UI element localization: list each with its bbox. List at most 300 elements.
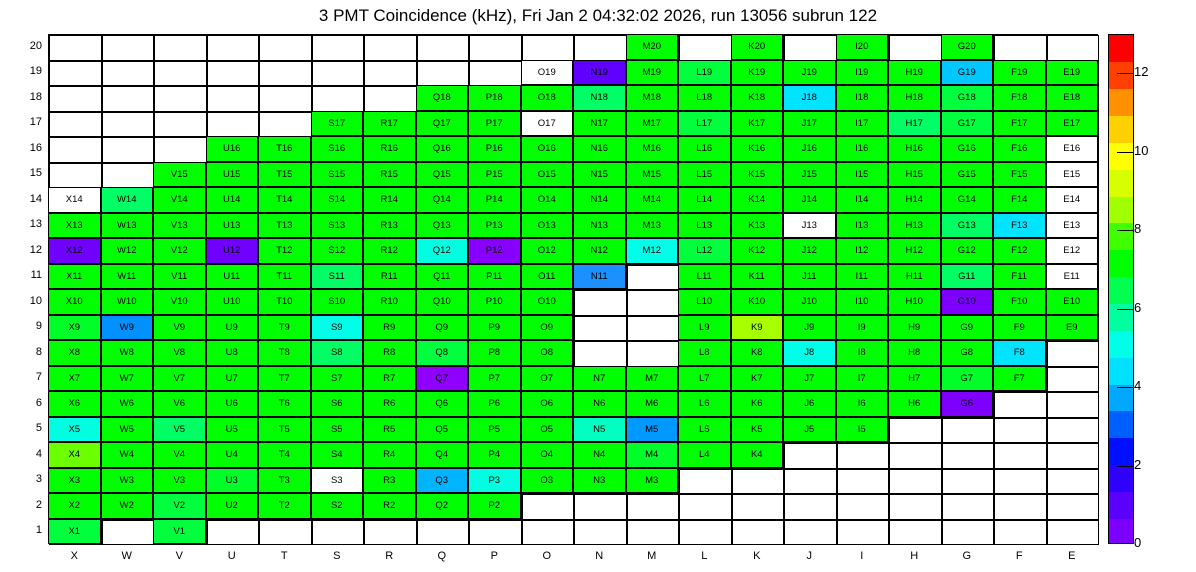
heatmap-cell[interactable]: N17 (573, 111, 626, 137)
heatmap-cell[interactable]: W2 (101, 493, 154, 519)
heatmap-cell[interactable]: U2 (206, 493, 259, 519)
heatmap-cell[interactable]: W7 (101, 366, 154, 392)
heatmap-cell[interactable]: U5 (206, 417, 259, 443)
heatmap-cell[interactable]: Q4 (416, 442, 469, 468)
heatmap-cell[interactable]: F16 (993, 136, 1046, 162)
heatmap-cell[interactable]: J7 (783, 366, 836, 392)
heatmap-cell[interactable]: O16 (521, 136, 574, 162)
heatmap-cell[interactable]: O19 (521, 60, 574, 86)
heatmap-cell[interactable]: E15 (1046, 162, 1099, 188)
heatmap-cell[interactable]: R14 (363, 187, 416, 213)
heatmap-cell[interactable]: K14 (731, 187, 784, 213)
heatmap-cell[interactable]: U10 (206, 289, 259, 315)
heatmap-cell[interactable]: J14 (783, 187, 836, 213)
heatmap-cell[interactable]: U9 (206, 315, 259, 341)
heatmap-cell[interactable]: E9 (1046, 315, 1099, 341)
heatmap-cell[interactable]: J10 (783, 289, 836, 315)
heatmap-cell[interactable]: Q2 (416, 493, 469, 519)
heatmap-cell[interactable]: E13 (1046, 213, 1099, 239)
heatmap-cell[interactable]: N7 (573, 366, 626, 392)
heatmap-cell[interactable]: P14 (468, 187, 521, 213)
heatmap-cell[interactable]: P9 (468, 315, 521, 341)
heatmap-cell[interactable]: G17 (941, 111, 994, 137)
heatmap-cell[interactable]: R15 (363, 162, 416, 188)
heatmap-cell[interactable]: N13 (573, 213, 626, 239)
heatmap-cell[interactable]: M12 (626, 238, 679, 264)
heatmap-cell[interactable]: F9 (993, 315, 1046, 341)
heatmap-cell[interactable]: H11 (888, 264, 941, 290)
heatmap-cell[interactable]: K5 (731, 417, 784, 443)
heatmap-cell[interactable]: S14 (311, 187, 364, 213)
heatmap-cell[interactable]: U15 (206, 162, 259, 188)
heatmap-cell[interactable]: K11 (731, 264, 784, 290)
heatmap-cell[interactable]: L7 (678, 366, 731, 392)
heatmap-cell[interactable]: V11 (153, 264, 206, 290)
heatmap-cell[interactable]: P11 (468, 264, 521, 290)
heatmap-cell[interactable]: N11 (573, 264, 626, 290)
heatmap-cell[interactable]: S4 (311, 442, 364, 468)
heatmap-cell[interactable]: P15 (468, 162, 521, 188)
heatmap-cell[interactable]: T8 (258, 340, 311, 366)
heatmap-cell[interactable]: Q9 (416, 315, 469, 341)
heatmap-cell[interactable]: M16 (626, 136, 679, 162)
heatmap-cell[interactable]: Q7 (416, 366, 469, 392)
heatmap-cell[interactable]: Q13 (416, 213, 469, 239)
heatmap-cell[interactable]: U8 (206, 340, 259, 366)
heatmap-cell[interactable]: U6 (206, 391, 259, 417)
heatmap-cell[interactable]: M13 (626, 213, 679, 239)
heatmap-cell[interactable]: L11 (678, 264, 731, 290)
heatmap-cell[interactable]: V4 (153, 442, 206, 468)
heatmap-cell[interactable]: H8 (888, 340, 941, 366)
heatmap-cell[interactable]: Q5 (416, 417, 469, 443)
heatmap-cell[interactable]: J12 (783, 238, 836, 264)
heatmap-cell[interactable]: J13 (783, 213, 836, 239)
heatmap-cell[interactable]: T13 (258, 213, 311, 239)
heatmap-cell[interactable]: L4 (678, 442, 731, 468)
heatmap-cell[interactable]: R6 (363, 391, 416, 417)
heatmap-cell[interactable]: H10 (888, 289, 941, 315)
heatmap-cell[interactable]: L18 (678, 85, 731, 111)
heatmap-cell[interactable]: K15 (731, 162, 784, 188)
heatmap-cell[interactable]: I5 (836, 417, 889, 443)
heatmap-cell[interactable]: S7 (311, 366, 364, 392)
heatmap-cell[interactable]: K13 (731, 213, 784, 239)
heatmap-cell[interactable]: P18 (468, 85, 521, 111)
heatmap-cell[interactable]: G16 (941, 136, 994, 162)
heatmap-cell[interactable]: O18 (521, 85, 574, 111)
heatmap-cell[interactable]: X11 (48, 264, 101, 290)
heatmap-cell[interactable]: I12 (836, 238, 889, 264)
heatmap-cell[interactable]: U16 (206, 136, 259, 162)
heatmap-cell[interactable]: S11 (311, 264, 364, 290)
heatmap-cell[interactable]: S6 (311, 391, 364, 417)
heatmap-cell[interactable]: V3 (153, 468, 206, 494)
heatmap-cell[interactable]: Q11 (416, 264, 469, 290)
heatmap-cell[interactable]: S17 (311, 111, 364, 137)
heatmap-cell[interactable]: O5 (521, 417, 574, 443)
heatmap-cell[interactable]: T14 (258, 187, 311, 213)
heatmap-cell[interactable]: H19 (888, 60, 941, 86)
heatmap-cell[interactable]: U11 (206, 264, 259, 290)
heatmap-cell[interactable]: V10 (153, 289, 206, 315)
heatmap-cell[interactable]: J15 (783, 162, 836, 188)
heatmap-cell[interactable]: R12 (363, 238, 416, 264)
heatmap-cell[interactable]: T3 (258, 468, 311, 494)
heatmap-cell[interactable]: O11 (521, 264, 574, 290)
heatmap-cell[interactable]: O12 (521, 238, 574, 264)
heatmap-cell[interactable]: V15 (153, 162, 206, 188)
heatmap-cell[interactable]: F15 (993, 162, 1046, 188)
heatmap-cell[interactable]: I13 (836, 213, 889, 239)
heatmap-cell[interactable]: M14 (626, 187, 679, 213)
heatmap-cell[interactable]: X5 (48, 417, 101, 443)
heatmap-cell[interactable]: R2 (363, 493, 416, 519)
heatmap-cell[interactable]: G18 (941, 85, 994, 111)
heatmap-cell[interactable]: O4 (521, 442, 574, 468)
heatmap-cell[interactable]: I14 (836, 187, 889, 213)
heatmap-cell[interactable]: H18 (888, 85, 941, 111)
heatmap-cell[interactable]: G10 (941, 289, 994, 315)
heatmap-cell[interactable]: T2 (258, 493, 311, 519)
heatmap-cell[interactable]: W3 (101, 468, 154, 494)
heatmap-cell[interactable]: S3 (311, 468, 364, 494)
heatmap-cell[interactable]: H14 (888, 187, 941, 213)
heatmap-cell[interactable]: L13 (678, 213, 731, 239)
heatmap-cell[interactable]: P10 (468, 289, 521, 315)
heatmap-cell[interactable]: N3 (573, 468, 626, 494)
heatmap-cell[interactable]: W5 (101, 417, 154, 443)
heatmap-cell[interactable]: P7 (468, 366, 521, 392)
heatmap-cell[interactable]: I10 (836, 289, 889, 315)
heatmap-cell[interactable]: K20 (731, 34, 784, 60)
heatmap-cell[interactable]: U3 (206, 468, 259, 494)
heatmap-cell[interactable]: R17 (363, 111, 416, 137)
heatmap-cell[interactable]: J19 (783, 60, 836, 86)
heatmap-cell[interactable]: P13 (468, 213, 521, 239)
heatmap-cell[interactable]: V13 (153, 213, 206, 239)
heatmap-cell[interactable]: I7 (836, 366, 889, 392)
heatmap-cell[interactable]: Q8 (416, 340, 469, 366)
heatmap-cell[interactable]: N18 (573, 85, 626, 111)
heatmap-cell[interactable]: P8 (468, 340, 521, 366)
heatmap-cell[interactable]: I19 (836, 60, 889, 86)
heatmap-cell[interactable]: G8 (941, 340, 994, 366)
heatmap-cell[interactable]: W11 (101, 264, 154, 290)
heatmap-cell[interactable]: J18 (783, 85, 836, 111)
heatmap-cell[interactable]: R5 (363, 417, 416, 443)
heatmap-cell[interactable]: P3 (468, 468, 521, 494)
heatmap-cell[interactable]: M6 (626, 391, 679, 417)
heatmap-cell[interactable]: K16 (731, 136, 784, 162)
heatmap-cell[interactable]: W8 (101, 340, 154, 366)
heatmap-cell[interactable]: G7 (941, 366, 994, 392)
heatmap-cell[interactable]: I20 (836, 34, 889, 60)
heatmap-cell[interactable]: F12 (993, 238, 1046, 264)
heatmap-cell[interactable]: R16 (363, 136, 416, 162)
heatmap-cell[interactable]: P6 (468, 391, 521, 417)
heatmap-cell[interactable]: K7 (731, 366, 784, 392)
heatmap-cell[interactable]: P4 (468, 442, 521, 468)
heatmap-cell[interactable]: R4 (363, 442, 416, 468)
heatmap-cell[interactable]: X12 (48, 238, 101, 264)
heatmap-cell[interactable]: M3 (626, 468, 679, 494)
heatmap-cell[interactable]: R8 (363, 340, 416, 366)
heatmap-cell[interactable]: T12 (258, 238, 311, 264)
heatmap-cell[interactable]: S12 (311, 238, 364, 264)
heatmap-cell[interactable]: S5 (311, 417, 364, 443)
heatmap-cell[interactable]: J16 (783, 136, 836, 162)
heatmap-cell[interactable]: K12 (731, 238, 784, 264)
heatmap-cell[interactable]: F17 (993, 111, 1046, 137)
heatmap-cell[interactable]: L15 (678, 162, 731, 188)
heatmap-cell[interactable]: F19 (993, 60, 1046, 86)
heatmap-cell[interactable]: G11 (941, 264, 994, 290)
heatmap-cell[interactable]: E19 (1046, 60, 1099, 86)
heatmap-cell[interactable]: E11 (1046, 264, 1099, 290)
heatmap-cell[interactable]: L17 (678, 111, 731, 137)
heatmap-cell[interactable]: H9 (888, 315, 941, 341)
heatmap-cell[interactable]: I16 (836, 136, 889, 162)
heatmap-cell[interactable]: P16 (468, 136, 521, 162)
heatmap-cell[interactable]: H15 (888, 162, 941, 188)
heatmap-cell[interactable]: L10 (678, 289, 731, 315)
heatmap-cell[interactable]: Q10 (416, 289, 469, 315)
heatmap-cell[interactable]: X14 (48, 187, 101, 213)
heatmap-cell[interactable]: M5 (626, 417, 679, 443)
heatmap-cell[interactable]: F18 (993, 85, 1046, 111)
heatmap-cell[interactable]: L12 (678, 238, 731, 264)
heatmap-cell[interactable]: F8 (993, 340, 1046, 366)
heatmap-cell[interactable]: K10 (731, 289, 784, 315)
heatmap-cell[interactable]: V14 (153, 187, 206, 213)
heatmap-cell[interactable]: T15 (258, 162, 311, 188)
heatmap-cell[interactable]: M20 (626, 34, 679, 60)
heatmap-cell[interactable]: P5 (468, 417, 521, 443)
heatmap-cell[interactable]: P12 (468, 238, 521, 264)
heatmap-cell[interactable]: W10 (101, 289, 154, 315)
heatmap-cell[interactable]: S16 (311, 136, 364, 162)
heatmap-cell[interactable]: T5 (258, 417, 311, 443)
heatmap-cell[interactable]: W13 (101, 213, 154, 239)
heatmap-cell[interactable]: N4 (573, 442, 626, 468)
heatmap-cell[interactable]: H7 (888, 366, 941, 392)
heatmap-cell[interactable]: E17 (1046, 111, 1099, 137)
heatmap-cell[interactable]: X2 (48, 493, 101, 519)
heatmap-cell[interactable]: U14 (206, 187, 259, 213)
heatmap-cell[interactable]: K17 (731, 111, 784, 137)
heatmap-cell[interactable]: Q15 (416, 162, 469, 188)
heatmap-cell[interactable]: O15 (521, 162, 574, 188)
heatmap-cell[interactable]: X1 (48, 519, 101, 545)
heatmap-cell[interactable]: P2 (468, 493, 521, 519)
heatmap-cell[interactable]: T10 (258, 289, 311, 315)
heatmap-cell[interactable]: R9 (363, 315, 416, 341)
heatmap-cell[interactable]: E18 (1046, 85, 1099, 111)
heatmap-cell[interactable]: N6 (573, 391, 626, 417)
heatmap-cell[interactable]: M18 (626, 85, 679, 111)
heatmap-cell[interactable]: M15 (626, 162, 679, 188)
heatmap-cell[interactable]: I17 (836, 111, 889, 137)
heatmap-cell[interactable]: T4 (258, 442, 311, 468)
heatmap-cell[interactable]: N12 (573, 238, 626, 264)
heatmap-cell[interactable]: G6 (941, 391, 994, 417)
heatmap-cell[interactable]: M17 (626, 111, 679, 137)
heatmap-cell[interactable]: F10 (993, 289, 1046, 315)
heatmap-cell[interactable]: T11 (258, 264, 311, 290)
heatmap-cell[interactable]: L19 (678, 60, 731, 86)
heatmap-cell[interactable]: K8 (731, 340, 784, 366)
heatmap-cell[interactable]: V1 (153, 519, 206, 545)
heatmap-cell[interactable]: R11 (363, 264, 416, 290)
heatmap-cell[interactable]: F7 (993, 366, 1046, 392)
heatmap-cell[interactable]: X4 (48, 442, 101, 468)
heatmap-cell[interactable]: X8 (48, 340, 101, 366)
heatmap-cell[interactable]: H16 (888, 136, 941, 162)
heatmap-cell[interactable]: H17 (888, 111, 941, 137)
heatmap-cell[interactable]: I6 (836, 391, 889, 417)
heatmap-cell[interactable]: F11 (993, 264, 1046, 290)
heatmap-cell[interactable]: U12 (206, 238, 259, 264)
heatmap-cell[interactable]: L14 (678, 187, 731, 213)
heatmap-cell[interactable]: I8 (836, 340, 889, 366)
heatmap-cell[interactable]: N16 (573, 136, 626, 162)
heatmap-cell[interactable]: T16 (258, 136, 311, 162)
heatmap-cell[interactable]: F14 (993, 187, 1046, 213)
heatmap-cell[interactable]: G20 (941, 34, 994, 60)
heatmap-cell[interactable]: O7 (521, 366, 574, 392)
heatmap-cell[interactable]: H6 (888, 391, 941, 417)
heatmap-cell[interactable]: L6 (678, 391, 731, 417)
heatmap-cell[interactable]: G9 (941, 315, 994, 341)
heatmap-cell[interactable]: Q14 (416, 187, 469, 213)
heatmap-cell[interactable]: R13 (363, 213, 416, 239)
heatmap-cell[interactable]: M7 (626, 366, 679, 392)
heatmap-cell[interactable]: O14 (521, 187, 574, 213)
heatmap-cell[interactable]: R7 (363, 366, 416, 392)
heatmap-cell[interactable]: V8 (153, 340, 206, 366)
heatmap-cell[interactable]: T9 (258, 315, 311, 341)
heatmap-cell[interactable]: F13 (993, 213, 1046, 239)
heatmap-cell[interactable]: Q18 (416, 85, 469, 111)
heatmap-cell[interactable]: R10 (363, 289, 416, 315)
heatmap-cell[interactable]: O8 (521, 340, 574, 366)
heatmap-cell[interactable]: X7 (48, 366, 101, 392)
heatmap-cell[interactable]: S10 (311, 289, 364, 315)
heatmap-cell[interactable]: Q12 (416, 238, 469, 264)
heatmap-cell[interactable]: O13 (521, 213, 574, 239)
heatmap-cell[interactable]: T6 (258, 391, 311, 417)
heatmap-cell[interactable]: S13 (311, 213, 364, 239)
heatmap-cell[interactable]: K4 (731, 442, 784, 468)
heatmap-cell[interactable]: V6 (153, 391, 206, 417)
heatmap-cell[interactable]: J17 (783, 111, 836, 137)
heatmap-cell[interactable]: J11 (783, 264, 836, 290)
heatmap-cell[interactable]: K9 (731, 315, 784, 341)
heatmap-cell[interactable]: K6 (731, 391, 784, 417)
heatmap-cell[interactable]: U4 (206, 442, 259, 468)
heatmap-cell[interactable]: O9 (521, 315, 574, 341)
heatmap-cell[interactable]: S8 (311, 340, 364, 366)
heatmap-cell[interactable]: J9 (783, 315, 836, 341)
heatmap-cell[interactable]: X6 (48, 391, 101, 417)
heatmap-cell[interactable]: V2 (153, 493, 206, 519)
heatmap-cell[interactable]: M19 (626, 60, 679, 86)
heatmap-cell[interactable]: U7 (206, 366, 259, 392)
heatmap-cell[interactable]: M4 (626, 442, 679, 468)
heatmap-cell[interactable]: V7 (153, 366, 206, 392)
heatmap-cell[interactable]: E12 (1046, 238, 1099, 264)
heatmap-cell[interactable]: H12 (888, 238, 941, 264)
heatmap-cell[interactable]: I15 (836, 162, 889, 188)
heatmap-cell[interactable]: G19 (941, 60, 994, 86)
heatmap-cell[interactable]: T7 (258, 366, 311, 392)
heatmap-cell[interactable]: U13 (206, 213, 259, 239)
heatmap-cell[interactable]: V12 (153, 238, 206, 264)
heatmap-cell[interactable]: O3 (521, 468, 574, 494)
heatmap-cell[interactable]: N19 (573, 60, 626, 86)
heatmap-cell[interactable]: Q16 (416, 136, 469, 162)
heatmap-cell[interactable]: K18 (731, 85, 784, 111)
heatmap-cell[interactable]: O17 (521, 111, 574, 137)
heatmap-cell[interactable]: N14 (573, 187, 626, 213)
heatmap-cell[interactable]: R3 (363, 468, 416, 494)
heatmap-cell[interactable]: L5 (678, 417, 731, 443)
heatmap-cell[interactable]: J5 (783, 417, 836, 443)
heatmap-cell[interactable]: S15 (311, 162, 364, 188)
heatmap-cell[interactable]: S9 (311, 315, 364, 341)
heatmap-cell[interactable]: X13 (48, 213, 101, 239)
heatmap-cell[interactable]: X10 (48, 289, 101, 315)
heatmap-cell[interactable]: K19 (731, 60, 784, 86)
heatmap-cell[interactable]: V9 (153, 315, 206, 341)
heatmap-cell[interactable]: W4 (101, 442, 154, 468)
heatmap-cell[interactable]: Q6 (416, 391, 469, 417)
heatmap-cell[interactable]: E14 (1046, 187, 1099, 213)
heatmap-cell[interactable]: V5 (153, 417, 206, 443)
heatmap-cell[interactable]: L16 (678, 136, 731, 162)
heatmap-cell[interactable]: N5 (573, 417, 626, 443)
heatmap-cell[interactable]: N15 (573, 162, 626, 188)
heatmap-cell[interactable]: W6 (101, 391, 154, 417)
heatmap-cell[interactable]: H13 (888, 213, 941, 239)
heatmap-cell[interactable]: I18 (836, 85, 889, 111)
heatmap-cell[interactable]: Q3 (416, 468, 469, 494)
heatmap-cell[interactable]: E16 (1046, 136, 1099, 162)
heatmap-cell[interactable]: E10 (1046, 289, 1099, 315)
heatmap-cell[interactable]: I11 (836, 264, 889, 290)
heatmap-cell[interactable]: W14 (101, 187, 154, 213)
heatmap-cell[interactable]: J8 (783, 340, 836, 366)
heatmap-cell[interactable]: O6 (521, 391, 574, 417)
heatmap-cell[interactable]: X9 (48, 315, 101, 341)
heatmap-cell[interactable]: L9 (678, 315, 731, 341)
heatmap-cell[interactable]: I9 (836, 315, 889, 341)
heatmap-cell[interactable]: S2 (311, 493, 364, 519)
heatmap-cell[interactable]: G13 (941, 213, 994, 239)
heatmap-cell[interactable]: P17 (468, 111, 521, 137)
heatmap-cell[interactable]: G14 (941, 187, 994, 213)
heatmap-cell[interactable]: L8 (678, 340, 731, 366)
heatmap-cell[interactable]: G12 (941, 238, 994, 264)
heatmap-cell[interactable]: X3 (48, 468, 101, 494)
heatmap-cell[interactable]: J6 (783, 391, 836, 417)
heatmap-cell[interactable]: O10 (521, 289, 574, 315)
heatmap-cell[interactable]: W9 (101, 315, 154, 341)
heatmap-cell[interactable]: G15 (941, 162, 994, 188)
heatmap-cell[interactable]: Q17 (416, 111, 469, 137)
heatmap-cell[interactable]: W12 (101, 238, 154, 264)
